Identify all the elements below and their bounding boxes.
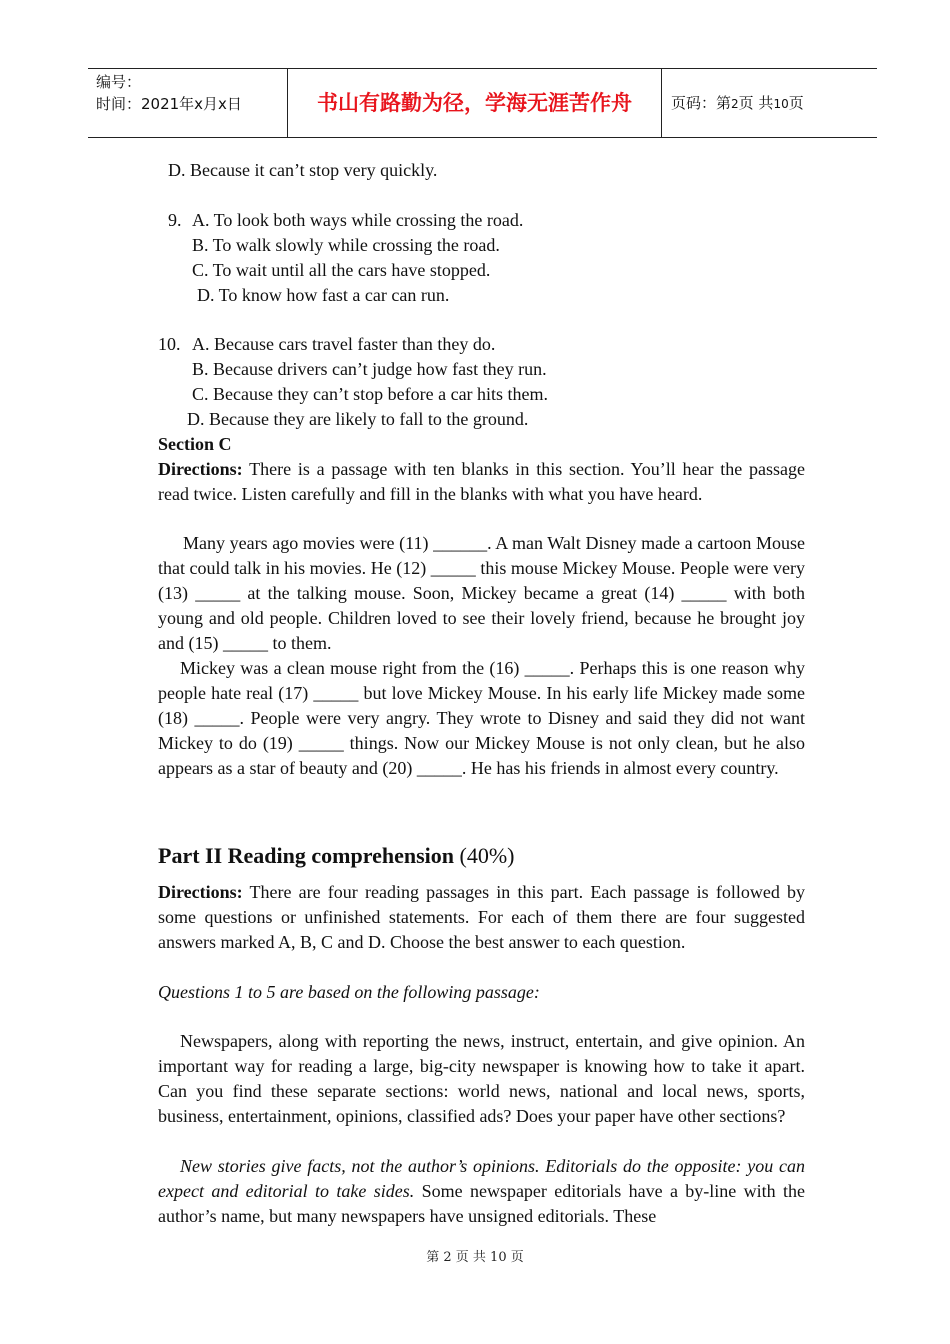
listening-passage-paragraph-1: Many years ago movies were (11) ______. A man Walt Disney made a cartoon Mouse that could talk in his movies. He (12) _____ this mouse Mickey Mouse. People were very (13) _____ at the talking mouse. Soon, Mickey became a great (14) _____ with both young and old people. Children loved to see their lovely friend, because he brought joy and (15) _____ to them. [158,533,805,653]
page-header [88,68,877,138]
reading-passage-paragraph-2 [158,1154,805,1229]
q10-option-d: D. Because they are likely to fall to the ground. [187,409,529,429]
passage-italic-text: New stories give facts, not the author’s opinions. Editorials do the opposite: you can expect and editorial to take sides. [158,1156,805,1201]
directions-label: Directions: [158,459,243,479]
q9-number: 9. [168,210,182,230]
directions-text: There is a passage with ten blanks in this section. You’ll hear the passage read twice. Listen carefully and fill in the blanks with what you have heard. [158,459,805,504]
part2-title: Part II Reading comprehension [158,843,454,868]
q9-option-c: C. To wait until all the cars have stopped. [192,260,491,280]
section-c-directions [158,457,805,507]
page-current: 2 [731,97,739,111]
q10-option-b: B. Because drivers can’t judge how fast they run. [192,359,547,379]
header-info-cell [88,69,288,137]
reading-passage-paragraph-1: Newspapers, along with reporting the news, instruct, entertain, and give opinion. An important way for reading a large, big-city newspaper is knowing how to take it apart. Can you find these separate sections: world news, national and local news, sports, business, entertainment, opinions, classified ads? Does your paper have other sections? [158,1031,805,1126]
page-footer: 第 2 页 共 10 页 [426,1250,524,1265]
date-label: 时间：2021年x月x日 [96,95,242,113]
q10-number: 10. [158,334,181,354]
part2-weight: (40%) [454,843,515,868]
section-c-title: Section C [158,434,232,454]
q9-option-b: B. To walk slowly while crossing the road. [192,235,500,255]
page-prefix: 页码：第 [671,94,732,112]
page-mid: 页 共 [738,94,774,112]
directions-text: There are four reading passages in this part. Each passage is followed by some questions or unfinished statements. For each of them there are four suggested answers marked A, B, C and D. Choose the best answer to each question. [158,882,805,952]
q9-option-d: D. To know how fast a car can run. [197,285,450,305]
header-motto: 书山有路勤为径，学海无涯苦作舟 [288,69,662,137]
page-suffix: 页 [788,94,804,112]
part2-directions [158,880,805,955]
part2-heading [158,841,514,871]
passage-regular-text: Some newspaper editorials have a by-line with the author’s name, but many newspapers have unsigned editorials. These [158,1181,805,1226]
q10-option-a: A. Because cars travel faster than they do. [192,334,496,354]
header-page-number [662,69,877,137]
number-label: 编号： [96,73,142,91]
q9-option-a: A. To look both ways while crossing the road. [192,210,524,230]
directions-label: Directions: [158,882,243,902]
page-total: 10 [773,97,789,111]
questions-intro: Questions 1 to 5 are based on the following passage: [158,982,540,1002]
listening-passage-paragraph-2: Mickey was a clean mouse right from the (16) _____. Perhaps this is one reason why people hate real (17) _____ but love Mickey Mouse. In his early life Mickey made some (18) _____. People were very angry. They wrote to Disney and said they did not want Mickey to do (19) _____ things. Now our Mickey Mouse is not only clean, but he also appears as a star of beauty and (20) _____. He has his friends in almost every country. [158,658,805,778]
q8-option-d: D. Because it can’t stop very quickly. [168,160,438,180]
q10-option-c: C. Because they can’t stop before a car hits them. [192,384,549,404]
